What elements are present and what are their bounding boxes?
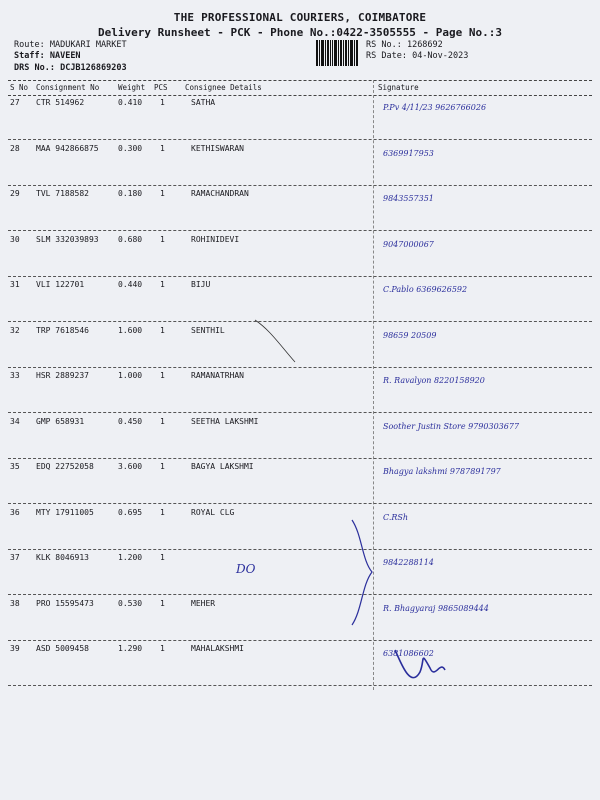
cell-consignment: CTR 514962 xyxy=(36,98,85,107)
table-row xyxy=(8,277,592,322)
rs-date-line xyxy=(366,51,468,61)
cell-consignment: HSR 2889237 xyxy=(36,371,89,380)
cell-weight: 0.410 xyxy=(118,98,143,107)
col-signature: Signature xyxy=(378,83,419,92)
col-sno: S No xyxy=(10,83,29,92)
cell-pcs: 1 xyxy=(160,189,165,198)
cell-consignee: DO xyxy=(236,562,256,576)
cell-weight: 0.680 xyxy=(118,234,143,244)
table-row xyxy=(8,596,592,641)
cell-consignee: BAGYA LAKSHMI xyxy=(191,462,254,471)
cell-weight: 1.000 xyxy=(118,371,143,380)
cell-weight: 1.600 xyxy=(118,325,143,335)
cell-pcs: 1 xyxy=(160,143,165,153)
cell-consignee: BIJU xyxy=(191,280,211,289)
signature-handwriting: 6381086602 xyxy=(383,649,434,658)
signature-handwriting: R. Ravalyon 8220158920 xyxy=(383,376,485,385)
cell-consignee: SATHA xyxy=(191,98,216,107)
cell-consignee: ROHINIDEVI xyxy=(191,234,240,244)
cell-sno: 27 xyxy=(10,98,20,107)
signature-handwriting: 9842288114 xyxy=(383,558,434,567)
cell-pcs: 1 xyxy=(160,416,165,426)
table-row xyxy=(8,141,592,186)
signature-handwriting: Soother Justin Store 9790303677 xyxy=(383,421,520,431)
cell-weight: 0.450 xyxy=(118,416,143,426)
cell-consignment: TRP 7618546 xyxy=(36,325,89,335)
cell-consignee: SEETHA LAKSHMI xyxy=(191,416,259,426)
drs-value: DCJB126869203 xyxy=(60,63,127,73)
signature-handwriting: 6369917953 xyxy=(383,148,434,158)
staff-value: NAVEEN xyxy=(49,51,81,61)
cell-weight: 1.290 xyxy=(118,644,143,653)
cell-consignment: KLK 8046913 xyxy=(36,553,89,562)
signature-handwriting: C.RSh xyxy=(383,512,409,522)
col-consignment: Consignment No xyxy=(36,83,100,92)
cell-weight: 3.600 xyxy=(118,462,143,471)
cell-consignment: EDQ 22752058 xyxy=(36,462,94,471)
cell-consignment: PRO 15595473 xyxy=(36,598,94,608)
cell-weight: 0.530 xyxy=(118,598,143,608)
cell-consignment: MTY 17911005 xyxy=(36,507,94,517)
cell-pcs: 1 xyxy=(160,371,165,380)
cell-sno: 36 xyxy=(10,507,20,517)
rs-no-line xyxy=(366,40,443,50)
table-row xyxy=(8,95,592,140)
drs-label: DRS No.: xyxy=(14,63,55,73)
table-row xyxy=(8,368,592,413)
table-row xyxy=(8,323,592,368)
cell-pcs: 1 xyxy=(160,98,165,107)
cell-sno: 29 xyxy=(10,189,20,198)
signature-handwriting: 9843557351 xyxy=(383,194,434,203)
cell-pcs: 1 xyxy=(160,234,165,244)
cell-sno: 31 xyxy=(10,280,20,289)
cell-consignee: ROYAL CLG xyxy=(191,507,235,517)
cell-consignee: MEHER xyxy=(191,598,216,608)
cell-sno: 34 xyxy=(10,416,20,426)
cell-sno: 38 xyxy=(10,598,20,608)
signature-handwriting: C.Pablo 6369626592 xyxy=(383,285,468,294)
cell-consignee: SENTHIL xyxy=(191,325,225,335)
rs-date-label: RS Date: xyxy=(366,51,407,61)
cell-pcs: 1 xyxy=(160,280,165,289)
rs-date-value: 04-Nov-2023 xyxy=(412,51,469,61)
staff-label: Staff: xyxy=(14,51,45,61)
table-row xyxy=(8,232,592,277)
signature-handwriting: P.Pv 4/11/23 9626766026 xyxy=(383,103,487,112)
cell-consignee: MAHALAKSHMI xyxy=(191,644,244,653)
barcode xyxy=(316,40,358,66)
cell-sno: 35 xyxy=(10,462,20,471)
signature-handwriting: 9047000067 xyxy=(383,239,434,249)
signature-handwriting: 98659 20509 xyxy=(383,330,437,340)
cell-consignment: TVL 7188582 xyxy=(36,189,89,198)
table-row xyxy=(8,641,592,686)
cell-weight: 1.200 xyxy=(118,553,143,562)
table-header xyxy=(8,80,592,96)
cell-sno: 28 xyxy=(10,143,20,153)
col-consignee: Consignee Details xyxy=(185,83,262,92)
cell-consignment: SLM 332039893 xyxy=(36,234,99,244)
col-weight: Weight xyxy=(118,83,146,92)
cell-consignee: RAMACHANDRAN xyxy=(191,189,249,198)
cell-pcs: 1 xyxy=(160,598,165,608)
cell-pcs: 1 xyxy=(160,644,165,653)
cell-sno: 30 xyxy=(10,234,20,244)
runsheet-subtitle: Delivery Runsheet - PCK - Phone No.:0422-3505555 - Page No.:3 xyxy=(98,26,502,39)
cell-weight: 0.300 xyxy=(118,143,143,153)
cell-sno: 32 xyxy=(10,325,20,335)
table-row xyxy=(8,505,592,550)
col-pcs: PCS xyxy=(154,83,168,92)
signature-handwriting: R. Bhagyaraj 9865089444 xyxy=(383,603,489,613)
table-row xyxy=(8,459,592,504)
cell-consignment: MAA 942866875 xyxy=(36,143,99,153)
cell-pcs: 1 xyxy=(160,325,165,335)
route-value: MADUKARI MARKET xyxy=(49,40,127,50)
cell-sno: 39 xyxy=(10,644,20,653)
route-label: Route: xyxy=(14,40,45,50)
table-row xyxy=(8,550,592,595)
cell-consignment: GMP 658931 xyxy=(36,416,85,426)
rs-no-value: 1268692 xyxy=(406,40,443,50)
cell-consignee: KETHISWARAN xyxy=(191,143,244,153)
table-row xyxy=(8,414,592,459)
cell-weight: 0.180 xyxy=(118,189,143,198)
drs-line xyxy=(14,63,127,73)
staff-line xyxy=(14,51,81,61)
cell-consignment: ASD 5009458 xyxy=(36,644,89,653)
cell-pcs: 1 xyxy=(160,507,165,517)
company-title: THE PROFESSIONAL COURIERS, COIMBATORE xyxy=(173,11,427,24)
cell-consignment: VLI 122701 xyxy=(36,280,85,289)
cell-weight: 0.440 xyxy=(118,280,143,289)
table-row xyxy=(8,186,592,231)
cell-sno: 37 xyxy=(10,553,20,562)
cell-weight: 0.695 xyxy=(118,507,143,517)
rs-no-label: RS No.: xyxy=(366,40,402,50)
cell-pcs: 1 xyxy=(160,553,165,562)
cell-pcs: 1 xyxy=(160,462,165,471)
cell-sno: 33 xyxy=(10,371,20,380)
signature-handwriting: Bhagya lakshmi 9787891797 xyxy=(383,467,501,476)
cell-consignee: RAMANATRHAN xyxy=(191,371,244,380)
route-line xyxy=(14,40,127,50)
